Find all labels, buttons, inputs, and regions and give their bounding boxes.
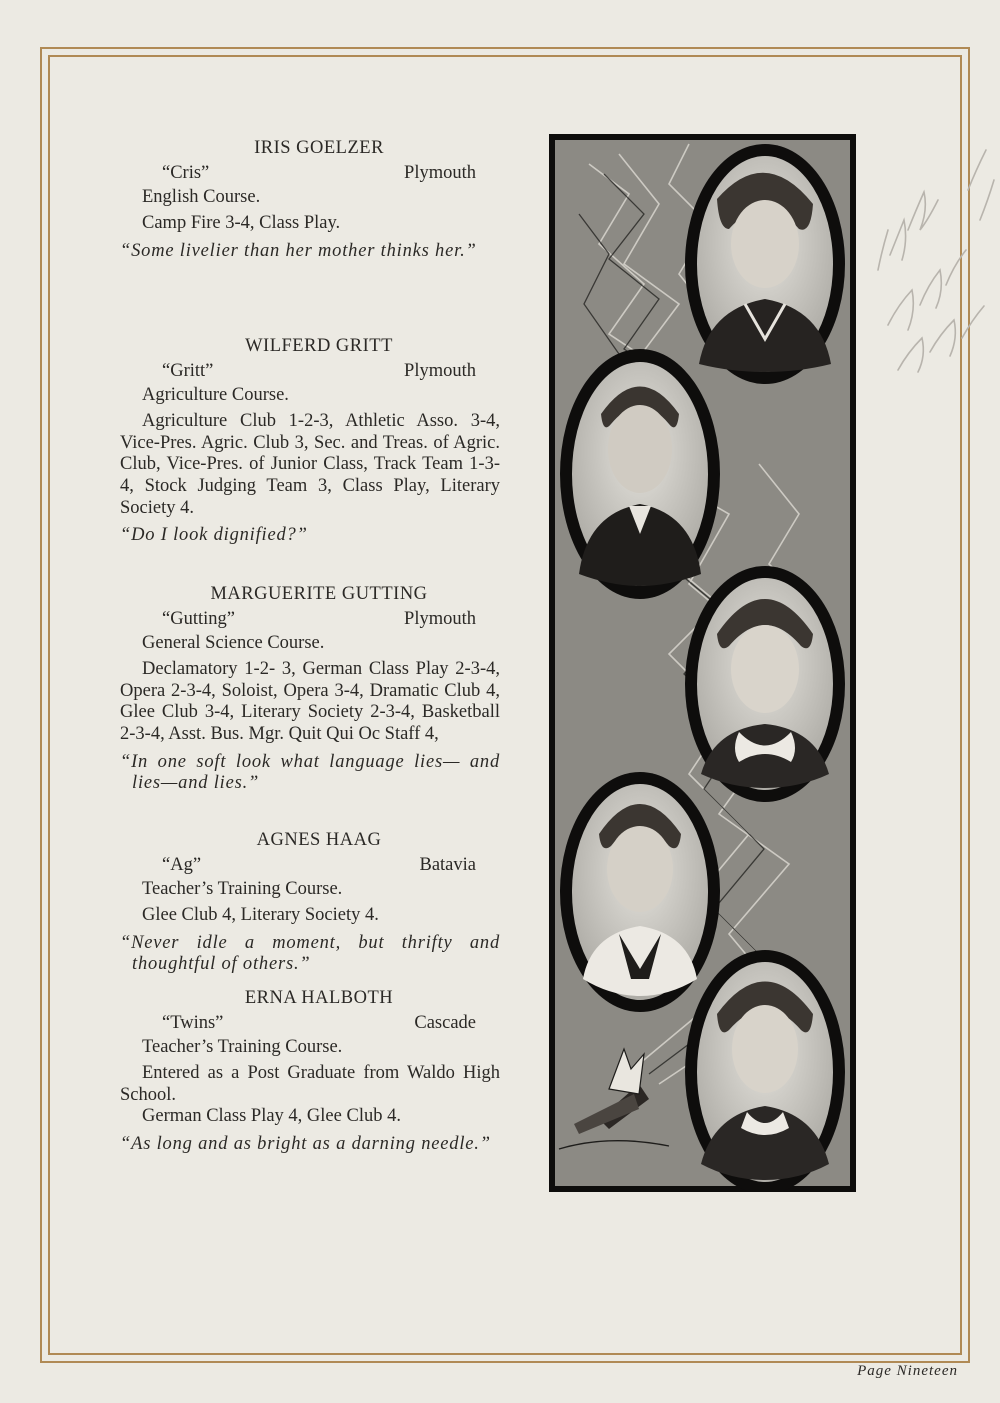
senior-activities: Entered as a Post Graduate from Waldo High School. [120, 1063, 500, 1105]
senior-name: MARGUERITE GUTTING [210, 584, 428, 604]
senior-entry [120, 988, 500, 1156]
senior-quote: “Never idle a moment, but thrifty and thoughtful of others.” [120, 932, 500, 975]
senior-course: Agriculture Course. [142, 384, 289, 405]
senior-course: Teacher’s Training Course. [142, 878, 343, 899]
senior-quote: “Some livelier than her mother thinks her.” [120, 240, 477, 261]
portrait-erna-halboth [697, 962, 833, 1182]
portrait-strip [549, 134, 856, 1192]
senior-activities: Camp Fire 3-4, Class Play. [142, 213, 341, 234]
senior-town: Batavia [419, 854, 476, 875]
portrait-iris-goelzer [697, 156, 833, 372]
senior-entry [120, 584, 500, 795]
senior-name: WILFERD GRITT [245, 336, 393, 356]
senior-nickname: “Ag” [162, 854, 202, 875]
senior-town: Plymouth [404, 608, 476, 629]
senior-name: ERNA HALBOTH [244, 988, 394, 1008]
senior-nickname: “Gritt” [162, 360, 214, 381]
senior-course: General Science Course. [142, 632, 325, 653]
senior-course: English Course. [142, 186, 261, 207]
senior-entry [120, 138, 500, 262]
senior-name: IRIS GOELZER [254, 138, 384, 158]
page-number: Page Nineteen [857, 1363, 958, 1379]
senior-name: AGNES HAAG [256, 830, 382, 850]
handwritten-margin-note [868, 80, 998, 400]
senior-quote: “As long and as bright as a darning needle.” [120, 1133, 491, 1154]
senior-activities: German Class Play 4, Glee Club 4. [142, 1106, 401, 1127]
portrait-agnes-haag [572, 784, 708, 1000]
senior-quote: “Do I look dignified?” [120, 525, 308, 546]
senior-town: Plymouth [404, 360, 476, 381]
senior-entry [120, 830, 500, 976]
senior-town: Plymouth [404, 162, 476, 183]
senior-activities: Declamatory 1-2- 3, German Class Play 2-3-4, Opera 2-3-4, Soloist, Opera 3-4, Dramatic Club 4, Glee Club 3-4, Literary Society 2-3-4, Basketball 2-3-4, Asst. Bus. Mgr. Quit Qui Oc Staff 4, [120, 659, 500, 744]
senior-nickname: “Gutting” [162, 608, 235, 629]
portrait-wilferd-gritt [572, 362, 708, 586]
senior-entry [120, 336, 500, 547]
senior-activities: Agriculture Club 1-2-3, Athletic Asso. 3-4, Vice-Pres. Agric. Club 3, Sec. and Treas. of Agric. Club, Vice-Pres. of Junior Class, Track Team 1-3-4, Stock Judging Team 3, Class Play, Literary Society 4. [120, 411, 500, 518]
senior-nickname: “Twins” [162, 1012, 224, 1033]
senior-quote: “In one soft look what language lies— and lies—and lies.” [120, 751, 500, 794]
senior-town: Cascade [414, 1012, 476, 1033]
portrait-marguerite-gutting [697, 578, 833, 790]
senior-course: Teacher’s Training Course. [142, 1036, 343, 1057]
senior-nickname: “Cris” [162, 162, 210, 183]
senior-activities: Glee Club 4, Literary Society 4. [142, 905, 379, 926]
